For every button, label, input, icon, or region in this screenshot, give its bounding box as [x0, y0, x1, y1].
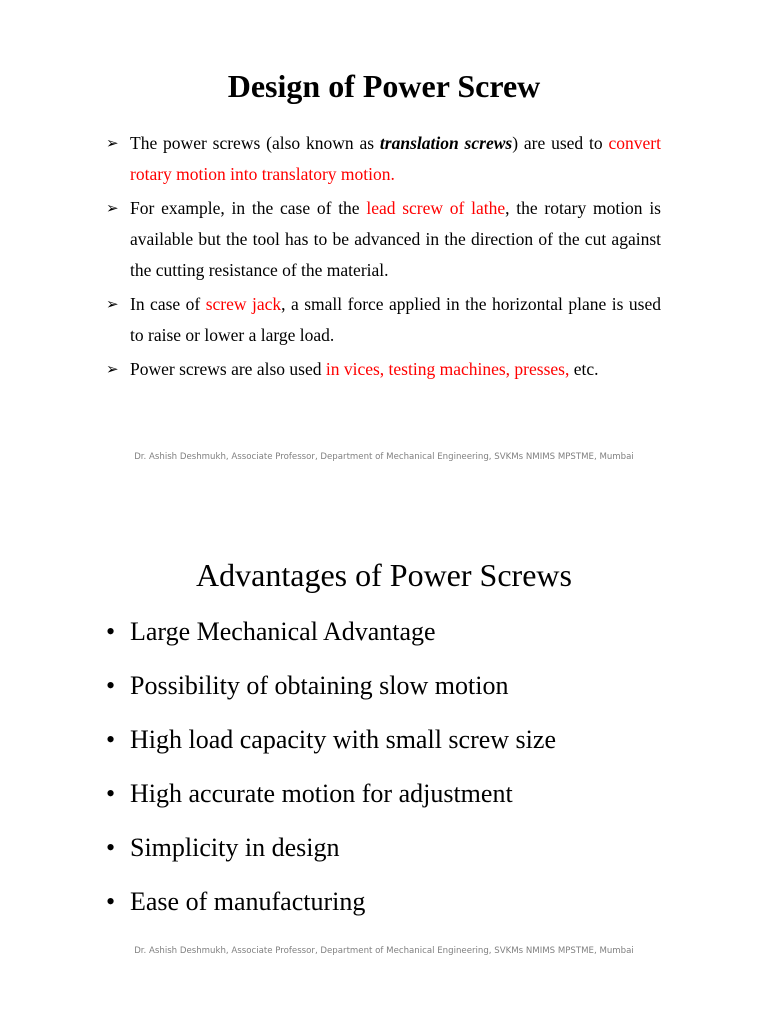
arrow-bullet-icon: ➢	[106, 199, 119, 217]
dot-bullet-icon: •	[106, 671, 116, 700]
bullet-item	[106, 128, 661, 190]
item-text: For example, in the case of the	[130, 198, 367, 218]
slide1-bullet-list	[106, 128, 661, 388]
arrow-bullet-icon: ➢	[106, 134, 119, 152]
dot-bullet-icon: •	[106, 617, 116, 646]
item-text: Power screws are also used	[130, 359, 326, 379]
highlighted-text: screw jack	[205, 294, 282, 314]
dot-bullet-icon: •	[106, 725, 116, 754]
bullet-item	[106, 884, 706, 938]
slide2-bullet-list	[106, 614, 706, 938]
highlighted-text: convert rotary motion into translatory motion.	[130, 133, 661, 184]
slide2-footer: Dr. Ashish Deshmukh, Associate Professor, Department of Mechanical Engineering, SVKMs NMIMS MPSTME, Mumbai	[134, 946, 634, 956]
item-text: Possibility of obtaining slow motion	[130, 671, 509, 700]
bullet-item	[106, 668, 706, 722]
item-text: Simplicity in design	[130, 833, 340, 862]
item-text: In case of	[130, 294, 206, 314]
slide-design-of-power-screw	[0, 0, 768, 500]
slide1-footer: Dr. Ashish Deshmukh, Associate Professor, Department of Mechanical Engineering, SVKMs NMIMS MPSTME, Mumbai	[134, 452, 634, 462]
arrow-bullet-icon: ➢	[106, 295, 119, 313]
item-text: High accurate motion for adjustment	[130, 779, 513, 808]
slide2-title: Advantages of Power Screws	[196, 557, 572, 593]
bullet-item	[106, 830, 706, 884]
highlighted-text: in vices, testing machines, presses,	[325, 359, 570, 379]
item-text: etc.	[569, 359, 599, 379]
bullet-item	[106, 776, 706, 830]
item-text: Large Mechanical Advantage	[130, 617, 436, 646]
slide1-title: Design of Power Screw	[227, 68, 541, 104]
bullet-item	[106, 614, 706, 668]
highlighted-text: lead screw of lathe	[366, 198, 506, 218]
item-text: ) are used to	[512, 133, 609, 153]
item-text: , the rotary motion is available but the tool has to be advanced in the direction of the cut against the cutting resistance of the material.	[130, 198, 661, 280]
item-text: High load capacity with small screw size	[130, 725, 556, 754]
dot-bullet-icon: •	[106, 887, 116, 916]
bullet-item	[106, 193, 661, 286]
bullet-item	[106, 289, 661, 351]
bullet-item	[106, 354, 661, 385]
dot-bullet-icon: •	[106, 833, 116, 862]
dot-bullet-icon: •	[106, 779, 116, 808]
emphasis-term: translation screws	[379, 133, 513, 153]
arrow-bullet-icon: ➢	[106, 360, 119, 378]
item-text: Ease of manufacturing	[130, 887, 366, 916]
slide-advantages-of-power-screws	[0, 500, 768, 1024]
bullet-item	[106, 722, 706, 776]
item-text: The power screws (also known as	[130, 133, 380, 153]
item-text: , a small force applied in the horizontal plane is used to raise or lower a large load.	[130, 294, 661, 345]
